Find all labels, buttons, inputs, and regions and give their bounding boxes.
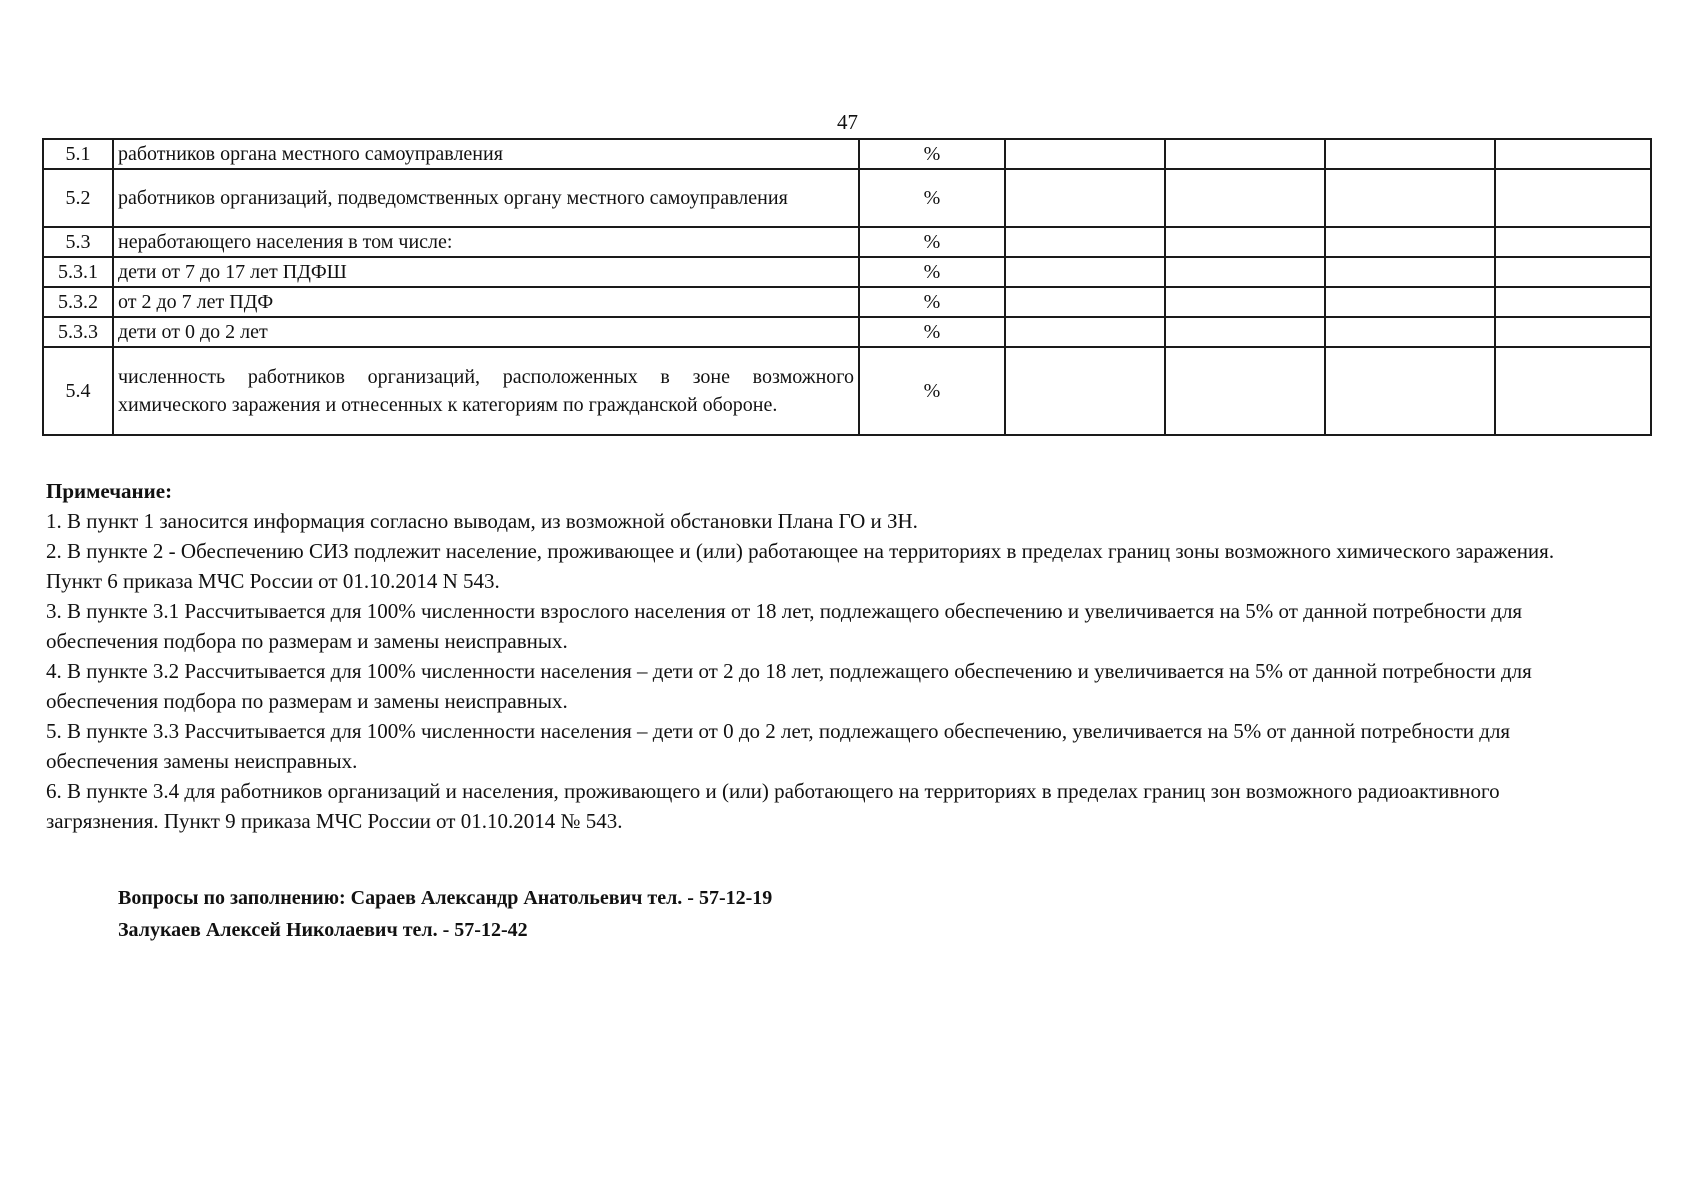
notes-title: Примечание: bbox=[46, 479, 173, 503]
value-cell bbox=[1325, 287, 1495, 317]
note-item: 6. В пункте 3.4 для работников организаций и населения, проживающего и (или) работающего на территориях в пределах границ зон возможного радиоактивного загрязнения. Пункт 9 приказа МЧС России от 01.10.2014 № 543. bbox=[46, 779, 1500, 833]
row-description: работников организаций, подведомственных органу местного самоуправления bbox=[113, 169, 859, 227]
value-cell bbox=[1325, 257, 1495, 287]
notes-section bbox=[46, 476, 1606, 836]
row-unit: % bbox=[859, 227, 1005, 257]
row-description: работников органа местного самоуправления bbox=[113, 139, 859, 169]
value-cell bbox=[1005, 169, 1165, 227]
value-cell bbox=[1325, 227, 1495, 257]
table-row bbox=[43, 287, 1651, 317]
row-unit: % bbox=[859, 169, 1005, 227]
value-cell bbox=[1495, 169, 1651, 227]
contact-line: Залукаев Алексей Николаевич тел. - 57-12-42 bbox=[118, 919, 528, 941]
note-item: 1. В пункт 1 заносится информация согласно выводам, из возможной обстановки Плана ГО и ЗН. bbox=[46, 509, 918, 533]
table-row bbox=[43, 227, 1651, 257]
value-cell bbox=[1495, 317, 1651, 347]
value-cell bbox=[1325, 139, 1495, 169]
value-cell bbox=[1495, 257, 1651, 287]
row-number: 5.3.3 bbox=[43, 317, 113, 347]
value-cell bbox=[1165, 347, 1325, 435]
value-cell bbox=[1165, 139, 1325, 169]
value-cell bbox=[1005, 287, 1165, 317]
value-cell bbox=[1005, 257, 1165, 287]
table-row bbox=[43, 257, 1651, 287]
row-description: численность работников организаций, расположенных в зоне возможного химического заражения и отнесенных к категориям по гражданской обороне. bbox=[113, 347, 859, 435]
row-number: 5.3 bbox=[43, 227, 113, 257]
page-number: 47 bbox=[837, 110, 858, 134]
row-description: дети от 7 до 17 лет ПДФШ bbox=[113, 257, 859, 287]
value-cell bbox=[1005, 347, 1165, 435]
row-unit: % bbox=[859, 257, 1005, 287]
value-cell bbox=[1165, 317, 1325, 347]
value-cell bbox=[1495, 139, 1651, 169]
value-cell bbox=[1005, 139, 1165, 169]
row-number: 5.3.2 bbox=[43, 287, 113, 317]
row-description: неработающего населения в том числе: bbox=[113, 227, 859, 257]
value-cell bbox=[1325, 317, 1495, 347]
table-row bbox=[43, 139, 1651, 169]
note-item: 3. В пункте 3.1 Рассчитывается для 100% численности взрослого населения от 18 лет, подлежащего обеспечению и увеличивается на 5% от данной потребности для обеспечения подбора по размерам и замены неисправных. bbox=[46, 599, 1523, 653]
value-cell bbox=[1165, 227, 1325, 257]
value-cell bbox=[1495, 347, 1651, 435]
row-unit: % bbox=[859, 317, 1005, 347]
note-item: 5. В пункте 3.3 Рассчитывается для 100% численности населения – дети от 0 до 2 лет, подлежащего обеспечению, увеличивается на 5% от данной потребности для обеспечения замены неисправных. bbox=[46, 719, 1511, 773]
row-description: от 2 до 7 лет ПДФ bbox=[113, 287, 859, 317]
value-cell bbox=[1325, 169, 1495, 227]
value-cell bbox=[1005, 227, 1165, 257]
row-number: 5.3.1 bbox=[43, 257, 113, 287]
value-cell bbox=[1495, 287, 1651, 317]
note-item: 4. В пункте 3.2 Рассчитывается для 100% численности населения – дети от 2 до 18 лет, подлежащего обеспечению и увеличивается на 5% от данной потребности для обеспечения подбора по размерам и замены неисправных. bbox=[46, 659, 1532, 713]
provision-table bbox=[42, 138, 1652, 436]
row-number: 5.2 bbox=[43, 169, 113, 227]
value-cell bbox=[1165, 257, 1325, 287]
row-number: 5.4 bbox=[43, 347, 113, 435]
value-cell bbox=[1165, 169, 1325, 227]
table-row bbox=[43, 317, 1651, 347]
value-cell bbox=[1325, 347, 1495, 435]
row-unit: % bbox=[859, 347, 1005, 435]
contacts-section bbox=[118, 882, 772, 946]
row-unit: % bbox=[859, 139, 1005, 169]
note-item: 2. В пункте 2 - Обеспечению СИЗ подлежит население, проживающее и (или) работающее на территориях в пределах границ зоны возможного химического заражения. Пункт 6 приказа МЧС России от 01.10.2014 N 543. bbox=[46, 539, 1555, 593]
value-cell bbox=[1005, 317, 1165, 347]
table-row bbox=[43, 347, 1651, 435]
value-cell bbox=[1165, 287, 1325, 317]
contact-line: Вопросы по заполнению: Сараев Александр Анатольевич тел. - 57-12-19 bbox=[118, 887, 773, 909]
table-row bbox=[43, 169, 1651, 227]
row-description: дети от 0 до 2 лет bbox=[113, 317, 859, 347]
row-unit: % bbox=[859, 287, 1005, 317]
row-number: 5.1 bbox=[43, 139, 113, 169]
value-cell bbox=[1495, 227, 1651, 257]
